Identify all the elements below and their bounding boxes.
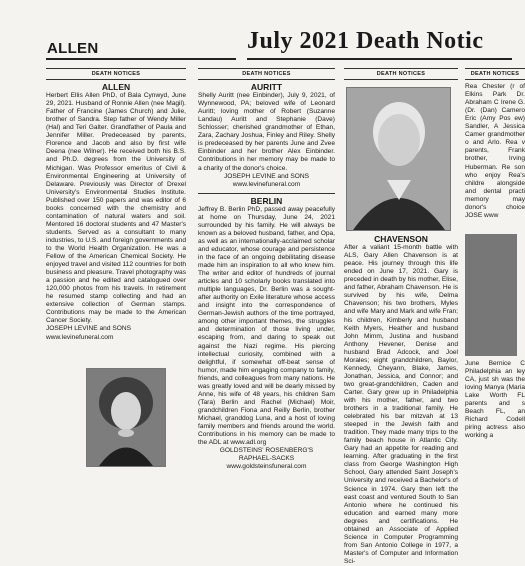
portrait-photo-cropped <box>465 234 517 356</box>
obituary-name-allen: ALLEN <box>101 82 131 93</box>
obituary-body-chavenson: After a valiant 15-month battle with ALS, Gary Allen Chavenson is at peace. His journey through this life ended on June 17, 2021. Gary is preceded in death by his mother, Elise, and father, Abraham Chavenson. He is survived by his wife, Delma Chavenson; his two brothers, Myles and wife Mary and Mark and wife Fran; his children, Kimberly and husband Keith Myers, Heather and husband John Mimm, Justina and husband Anthony Hevener, Denise and husband Brad Adcock, and Joel Morales; eight grandchildren, Baylor, Kennedy, Cheyann, Blake, James, Jonathan, Jessica, and Connor; and two great-grandchildren, Caden and Carter. Gary grew up in Philadelphia with his mother, father, and two brothers in a traditional family. He celebrated his bar mitzvah at 13 steeped in the Jewish faith and tradition. They made many trips to the family beach house in Atlantic City. Gary had an appetite for reading and learning. After graduating in the first class from George Washington High School, Gary attended Saint Joseph's University and received a Bachelor's of Science in 1974. Gary then left the east coast and ventured South to San Antonio where he continued his education and earned many more degrees and certifications. He obtained an Associate of Applied Science in Computer Programming from San Antonio College in 1977, a Master's of Computer and Information Sci- <box>344 244 458 565</box>
portrait-photo-woman <box>86 368 166 467</box>
header-rule-left <box>46 58 236 60</box>
section-header: ALLEN <box>47 40 99 57</box>
column-1 <box>46 68 186 512</box>
divider <box>198 193 335 194</box>
column-3 <box>344 68 458 565</box>
funeral-home-berlin-1: GOLDSTEINS' ROSENBERG'S <box>219 447 314 455</box>
obituary-body-auritt: Shelly Auritt (nee Einbinder), July 9, 2021, of Wynnewood, PA; beloved wife of Leonard Auritt; loving mother of Robert (Suzanne Landau) Auritt and Stephanie (Dave) Schlosser; cherished grandmother of Ethan, Zara, Zachary Joshua, Finley and Riley. Shelly is predeceased by her parents June and Zvee Einbinder and her brother Alex Einbinder. Contributions in her memory may be made to a charity of the donor's choice. <box>198 92 335 172</box>
page-title: July 2021 Death Notic <box>247 28 484 54</box>
section-label: DEATH NOTICES <box>198 68 335 80</box>
funeral-home-allen: JOSEPH LEVINE and SONS <box>46 325 132 333</box>
funeral-web-auritt: www.levinefuneral.com <box>232 180 301 188</box>
funeral-home-berlin-2: RAPHAEL-SACKS <box>238 455 295 463</box>
obituary-body-berlin: Jeffrey B. Berlin PhD, passed away peacefully at home on Thursday, June 24, 2021 surrounded by his family. He will always be known as a beloved husband, father, and Opa, as well as an internationally-acclaimed scholar and educator, whose courage and persistence in the face of an ongoing debilitating disease made him an inspiration to all who knew him. The writer and editor of hundreds of journal articles and 10 scholarly books translated into multiple languages, Dr. Berlin was a sought-after authority on Exile literature whose access and insight into the correspondence of German-Jewish authors of the time portrayed, among other important themes, the struggles and determination of those living under, escaping from, and daring to speak out against the Nazi regime. His piercing intellectual curiosity, combined with a delightful, if somewhat off-beat sense of humor, made him engaging company to family, friends, and colleagues from many nations. He was greatly loved and will be dearly missed by Anne, his wife of 48 years, his children Sam (Tara) Berlin and Rachel (Michael) Moir, grandchildren Fiona and Reilly Berlin, brother Michael, granddog Luna, and a host of loving family members and friends around the world. Contributions in his memory can be made to the ADL at www.adl.org <box>198 205 335 447</box>
section-label: DEATH NOTICES <box>46 68 186 80</box>
obituary-body-chester: Rea Chester (r of Elkins Park Dr. Abraham C Irene G. (Dr. (Dan) Camero Eric (Amy Pos ew) Sandler, A Jessica Camer grandmother o and Arlo. Rea v parents, Frank brother, Irving Huberman. Re son who enjoy Rea's childre alongside and dental practi memory may donor's choice JOSE www <box>465 83 525 219</box>
funeral-web-berlin: www.goldsteinsfuneral.com <box>226 463 307 471</box>
funeral-home-auritt: JOSEPH LEVINE and SONS <box>223 172 310 180</box>
column-4 <box>465 68 525 512</box>
obituary-name-chavenson: CHAVENSON <box>374 234 428 245</box>
header-rule-right <box>247 58 512 60</box>
obituary-name-auritt: AURITT <box>250 82 283 93</box>
obituary-name-berlin: BERLIN <box>250 195 283 206</box>
section-label: DEATH NOTICES <box>465 68 525 80</box>
portrait-photo-man <box>346 87 451 231</box>
section-label: DEATH NOTICES <box>344 68 458 80</box>
funeral-web-allen: www.levinefuneral.com <box>46 333 114 341</box>
obituary-body-codell: June Bernice C Philadelphia an ley CA, just sh was the loving Manya (Maria Lake Worth FL parents and s Beach FL, an Richard Codell piring actress also working a <box>465 359 525 440</box>
column-2 <box>198 68 335 512</box>
obituary-body-allen: Herbert Ellis Allen PhD, of Bala Cynwyd, June 29, 2021. Husband of Ronnie Allen (nee Magil). Father of Francine (James Church) and Julie, brother of Sandra. Step father of Wendy Miller (Hal) and Teri Galter. Grandfather of Paula and Jennifer Miller. Predeceased by parents, Florence and Jacob and also by first wife Deena (nee Wilner). He received both his B.S. and Ph.D. degrees from the University of Michigan. Was Professor emeritus of Civil & Environmental Engineering at University of Delaware. Previously was Director of Drexel University's Environmental Studies Institute. Published over 150 papers and was editor of 6 books concerned with the chemistry and contamination of natural waters and soil. Mentored 16 doctoral students and 47 Master's students. Served as a consultant to many industries, to U.S. and foreign governments and to the World Health Organization. He was a Fellow of the American Chemical Society. He enjoyed travel and visited 112 countries for both business and pleasure. Travel photography was a passion and he edited and catalogued over 120,000 photos from his travels. In retirement he resumed stamp collecting and had an extensive collection of German stamps. Contributions may be made to the American Cancer Society. <box>46 92 186 325</box>
